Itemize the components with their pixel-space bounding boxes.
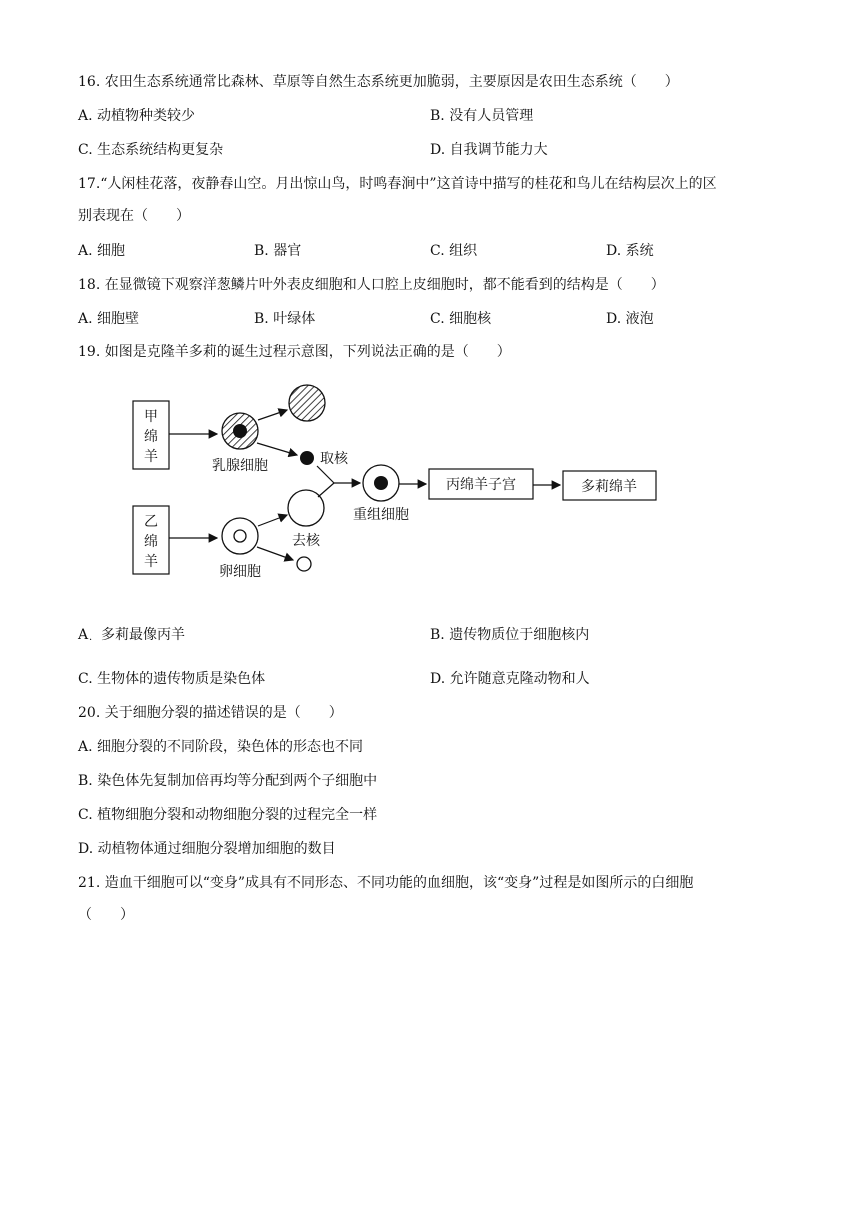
dolly-label: 多莉绵羊 — [581, 479, 637, 495]
q16-option-a: A. 动植物种类较少 — [78, 108, 196, 124]
q17-option-d: D. 系统 — [606, 243, 654, 259]
merge-line-top — [317, 466, 334, 483]
extracted-nucleus — [300, 451, 314, 465]
sheep-b-char-1: 乙 — [144, 514, 158, 530]
q17-option-a: A. 细胞 — [78, 243, 126, 259]
q20-option-b: B. 染色体先复制加倍再均等分配到两个子细胞中 — [78, 773, 378, 789]
removed-nucleus — [297, 557, 311, 571]
question-20-stem: 20. 关于细胞分裂的描述错误的是（ ） — [78, 705, 343, 721]
mammary-cytoplasm-shape — [289, 385, 325, 421]
q16-option-b: B. 没有人员管理 — [430, 108, 534, 124]
enucleated-egg-shape — [288, 490, 324, 526]
uterus-label: 丙绵羊子宫 — [446, 477, 516, 493]
q16-option-c: C. 生态系统结构更复杂 — [78, 142, 224, 158]
q18-option-b: B. 叶绿体 — [254, 311, 316, 327]
q18-option-c: C. 细胞核 — [430, 311, 492, 327]
sheep-a-char-3: 羊 — [144, 449, 158, 465]
question-21-stem-line2: （ ） — [78, 907, 134, 923]
question-17-stem-line1: 17.“人闲桂花落，夜静春山空。月出惊山鸟，时鸣春涧中”这首诗中描写的桂花和鸟儿在结构层次上的区 — [78, 176, 717, 192]
q18-option-a: A. 细胞壁 — [78, 311, 140, 327]
question-19-stem: 19. 如图是克隆羊多莉的诞生过程示意图，下列说法正确的是（ ） — [78, 344, 511, 360]
egg-cell-label: 卵细胞 — [219, 564, 261, 580]
question-21-stem-line1: 21. 造血干细胞可以“变身”成具有不同形态、不同功能的血细胞，该“变身”过程是如图所示的白细胞 — [78, 875, 694, 891]
egg-cell-nucleus — [234, 530, 246, 542]
q20-option-a: A. 细胞分裂的不同阶段，染色体的形态也不同 — [78, 739, 364, 755]
q18-option-d: D. 液泡 — [606, 311, 654, 327]
mammary-cell-nucleus — [233, 424, 247, 438]
sheep-a-char-2: 绵 — [144, 429, 158, 445]
arrow-mammary-to-cytoplasm — [258, 410, 287, 420]
mammary-cell-label: 乳腺细胞 — [212, 458, 268, 474]
q19-option-d: D. 允许随意克隆动物和人 — [430, 671, 590, 687]
q19-option-a-dot: · — [89, 635, 93, 646]
sheep-a-char-1: 甲 — [144, 409, 158, 425]
arrow-egg-to-enucleated — [258, 515, 287, 526]
remove-nucleus-label: 去核 — [292, 533, 320, 549]
q19-option-a-letter: A — [78, 627, 89, 643]
merge-line-bottom — [318, 483, 334, 497]
q19-option-a-text: 多莉最像丙羊 — [101, 627, 185, 643]
sheep-b-char-2: 绵 — [144, 534, 158, 550]
q17-option-c: C. 组织 — [430, 243, 478, 259]
q20-option-c: C. 植物细胞分裂和动物细胞分裂的过程完全一样 — [78, 807, 378, 823]
q16-option-d: D. 自我调节能力大 — [430, 142, 548, 158]
q19-option-c: C. 生物体的遗传物质是染色体 — [78, 671, 266, 687]
q19-option-b: B. 遗传物质位于细胞核内 — [430, 627, 590, 643]
q20-option-d: D. 动植物体通过细胞分裂增加细胞的数目 — [78, 841, 336, 857]
arrow-egg-to-removed-nucleus — [257, 547, 293, 560]
question-17-stem-line2: 别表现在（ ） — [78, 208, 190, 224]
recombined-cell-label: 重组细胞 — [353, 507, 409, 523]
sheep-b-char-3: 羊 — [144, 554, 158, 570]
take-nucleus-label: 取核 — [320, 451, 348, 467]
arrow-mammary-to-nucleus — [257, 443, 297, 455]
recombined-cell-nucleus — [374, 476, 388, 490]
question-16-stem: 16. 农田生态系统通常比森林、草原等自然生态系统更加脆弱，主要原因是农田生态系统（ ） — [78, 74, 679, 90]
question-18-stem: 18. 在显微镜下观察洋葱鳞片叶外表皮细胞和人口腔上皮细胞时，都不能看到的结构是（ ） — [78, 277, 665, 293]
q17-option-b: B. 器官 — [254, 243, 302, 259]
